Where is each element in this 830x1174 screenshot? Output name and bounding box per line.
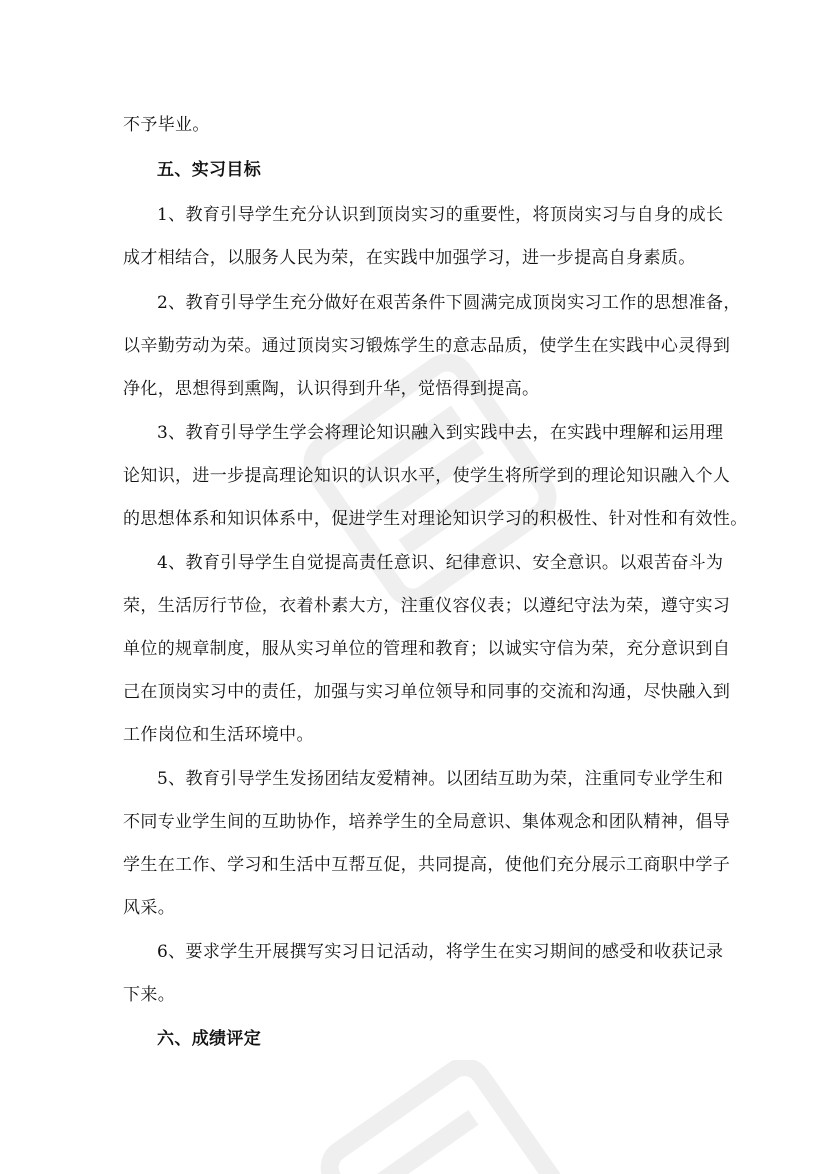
text-line: 不予毕业。: [123, 115, 210, 135]
paragraph-5-line: 风采。: [123, 898, 176, 918]
paragraph-5-line: 学生在工作、学习和生活中互帮互促，共同提高，使他们充分展示工商职中学子: [123, 855, 731, 875]
watermark-graphic-bottom: [300, 1060, 560, 1174]
paragraph-1-line: 1、教育引导学生充分认识到顶岗实习的重要性，将顶岗实习与自身的成长: [157, 205, 724, 225]
section-heading-5: 五、实习目标: [157, 160, 262, 180]
paragraph-3-line: 的思想体系和知识体系中，促进学生对理论知识学习的积极性、针对性和有效性。: [123, 509, 748, 529]
paragraph-3-line: 3、教育引导学生学会将理论知识融入到实践中去，在实践中理解和运用理: [157, 423, 724, 443]
paragraph-2-line: 净化，思想得到熏陶，认识得到升华，觉悟得到提高。: [123, 379, 540, 399]
paragraph-4-line: 单位的规章制度，服从实习单位的管理和教育；以诚实守信为荣，充分意识到自: [123, 639, 731, 659]
paragraph-2-line: 2、教育引导学生充分做好在艰苦条件下圆满完成顶岗实习工作的思想准备，: [157, 293, 741, 313]
paragraph-3-line: 论知识，进一步提高理论知识的认识水平，使学生将所学到的理论知识融入个人: [123, 466, 731, 486]
paragraph-4-line: 工作岗位和生活环境中。: [123, 725, 314, 745]
paragraph-4-line: 荣，生活厉行节俭，衣着朴素大方，注重仪容仪表；以遵纪守法为荣，遵守实习: [123, 596, 731, 616]
paragraph-5-line: 5、教育引导学生发扬团结友爱精神。以团结互助为荣，注重同专业学生和: [157, 769, 724, 789]
paragraph-4-line: 4、教育引导学生自觉提高责任意识、纪律意识、安全意识。以艰苦奋斗为: [157, 553, 724, 573]
paragraph-6-line: 6、要求学生开展撰写实习日记活动，将学生在实习期间的感受和收获记录: [157, 942, 724, 962]
paragraph-1-line: 成才相结合，以服务人民为荣，在实践中加强学习，进一步提高自身素质。: [123, 248, 696, 268]
section-heading-6: 六、成绩评定: [157, 1029, 262, 1049]
paragraph-4-line: 己在顶岗实习中的责任，加强与实习单位领导和同事的交流和沟通，尽快融入到: [123, 682, 731, 702]
paragraph-6-line: 下来。: [123, 985, 176, 1005]
paragraph-2-line: 以辛勤劳动为荣。通过顶岗实习锻炼学生的意志品质，使学生在实践中心灵得到: [123, 336, 731, 356]
paragraph-5-line: 不同专业学生间的互助协作，培养学生的全局意识、集体观念和团队精神，倡导: [123, 812, 731, 832]
